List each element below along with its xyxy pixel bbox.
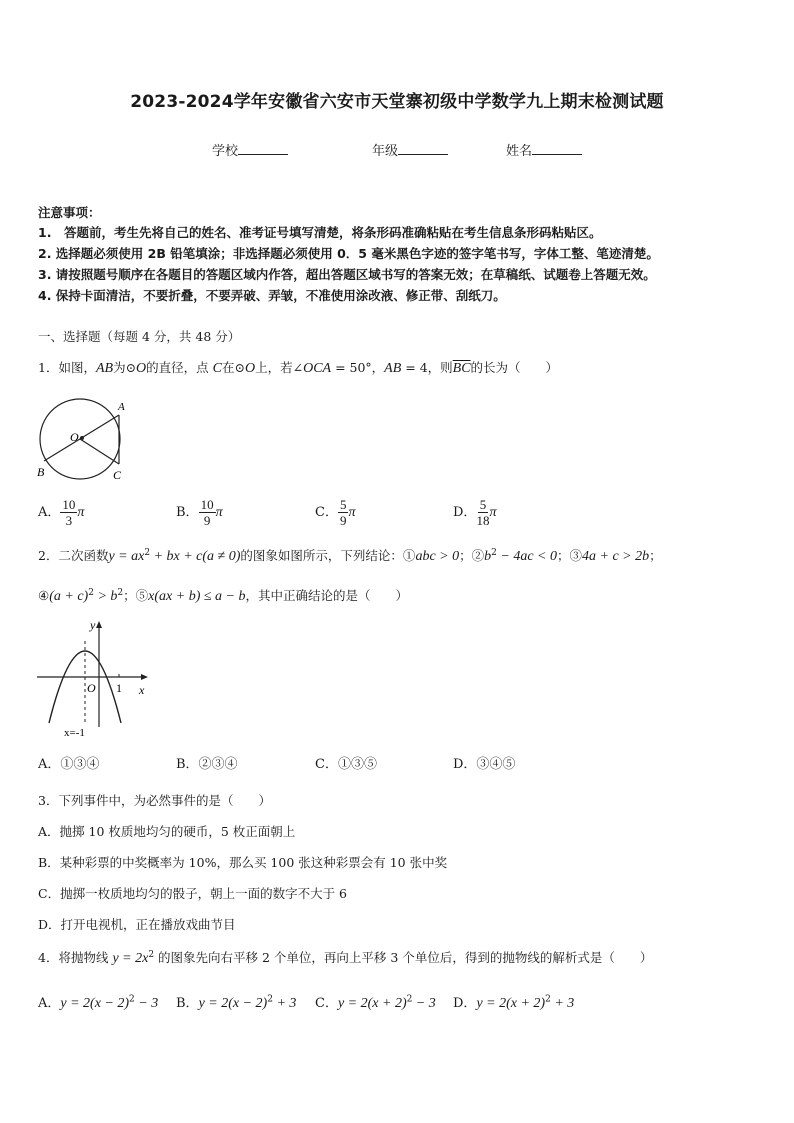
q3-option-b[interactable]: B．某种彩票的中奖概率为 10%，那么买 100 张这种彩票会有 10 张中奖 [38, 855, 448, 870]
q2-marker: ⑤ [135, 588, 149, 603]
q3-option-d[interactable]: D．打开电视机，正在播放戏曲节目 [38, 917, 236, 932]
pi-symbol: π [215, 505, 223, 520]
q2-math: (a ≠ 0) [202, 549, 241, 564]
q2-math: x(ax + b) ≤ a − b [148, 589, 246, 604]
option-letter: D． [453, 505, 477, 520]
fraction [199, 497, 216, 528]
notice-item: 4. 保持卡面清洁，不要折叠，不要弄破、弄皱，不准使用涂改液、修正带、刮纸刀。 [38, 288, 506, 303]
pi-symbol: π [77, 505, 85, 520]
superscript: 2 [88, 587, 94, 598]
denominator: 18 [476, 513, 490, 528]
q2-option-c[interactable]: C．①③⑤ [315, 757, 377, 772]
q2-math: 4a + c > 2b [582, 549, 650, 564]
numerator: 5 [339, 497, 347, 512]
school-label: 学校 [212, 144, 239, 159]
question-4-stem [38, 948, 652, 967]
fraction [60, 497, 77, 528]
option-formula: − 3 [412, 996, 436, 1011]
question-2-stem-line1 [38, 546, 662, 565]
superscript: 2 [406, 994, 413, 1005]
q4-option-c[interactable] [315, 992, 436, 1012]
q2-marker: ③ [569, 548, 583, 563]
q2-text: ； [459, 548, 472, 563]
option-formula: + 3 [272, 996, 297, 1011]
notice-item: 2. 选择题必须使用 2B 铅笔填涂；非选择题必须使用 0．5 毫米黑色字迹的签字笔书写，字体工整、笔迹清楚。 [38, 246, 659, 261]
pi-symbol: π [348, 505, 356, 520]
center-point [80, 436, 84, 440]
denominator: 9 [203, 513, 211, 528]
q2-option-b[interactable]: B．②③④ [176, 757, 238, 772]
option-letter: C． [315, 996, 338, 1011]
section-heading: 一、选择题（每题 4 分，共 48 分） [38, 329, 241, 344]
label-b: B [37, 465, 45, 479]
name-field [506, 140, 582, 159]
q2-parabola-figure [35, 615, 155, 740]
option-letter: A． [38, 505, 61, 520]
q2-marker: ② [471, 548, 485, 563]
label-origin: O [87, 681, 96, 695]
label-one: 1 [116, 681, 122, 695]
option-letter: C． [315, 505, 338, 520]
x-axis-arrow [141, 674, 148, 680]
q1-circle-figure [30, 393, 130, 488]
name-label: 姓名 [506, 144, 533, 159]
label-a: A [118, 401, 125, 413]
name-blank [532, 142, 582, 155]
q1-text: 的长为（ ） [470, 360, 559, 375]
q1-text: 在⊙ [222, 360, 245, 375]
grade-label: 年级 [372, 144, 399, 159]
option-formula: y = 2(x − 2) [198, 996, 268, 1011]
option-letter: B． [176, 505, 199, 520]
q2-math: b [484, 549, 492, 564]
label-y: y [90, 618, 96, 632]
superscript: 2 [148, 949, 155, 960]
q3-option-a[interactable]: A．抛掷 10 枚质地均匀的硬币，5 枚正面朝上 [38, 824, 296, 839]
q2-text: ，其中正确结论的是（ ） [245, 588, 409, 603]
q4-option-d[interactable] [453, 992, 574, 1012]
q1-option-b[interactable] [176, 497, 223, 528]
option-letter: A． [38, 996, 61, 1011]
label-symmetry-axis: x=-1 [64, 727, 85, 739]
q1-option-d[interactable] [453, 497, 496, 528]
school-field [212, 140, 288, 159]
question-3-stem: 3．下列事件中，为必然事件的是（ ） [38, 793, 271, 808]
superscript: 2 [144, 547, 151, 558]
q1-option-c[interactable] [315, 497, 355, 528]
q2-marker: ④ [38, 588, 50, 603]
superscript: 2 [117, 587, 124, 598]
superscript: 2 [267, 994, 273, 1005]
q2-option-d[interactable]: D．③④⑤ [453, 757, 516, 772]
q4-option-b[interactable] [176, 992, 296, 1012]
q2-math: y = ax [108, 549, 145, 564]
q1-arc-bc: $\overline{BC}$ [452, 361, 471, 376]
notice-heading: 注意事项： [38, 205, 101, 220]
q2-math: > b [93, 589, 118, 604]
question-2-stem-line2 [38, 586, 408, 605]
q4-math: y = 2x [112, 951, 149, 966]
radius-oc [80, 439, 119, 464]
superscript: 2 [129, 994, 135, 1005]
label-c: C [113, 468, 122, 482]
q2-math: abc > 0 [415, 549, 460, 564]
q1-text: 上，若∠ [255, 360, 304, 375]
numerator: 10 [62, 497, 76, 512]
superscript: 2 [491, 547, 497, 558]
q2-marker: ① [402, 548, 416, 563]
q1-text: = 4，则 [401, 360, 453, 375]
label-x: x [139, 683, 145, 697]
q4-text: 4．将抛物线 [38, 950, 109, 965]
y-axis-arrow [96, 621, 102, 628]
q2-text: 2．二次函数 [38, 548, 109, 563]
q1-math: O [136, 361, 147, 376]
q1-math: AB [95, 361, 114, 376]
q2-text: ； [556, 548, 570, 563]
q1-option-a[interactable] [38, 497, 84, 528]
q1-math: OCA [303, 361, 332, 376]
q1-text: 的直径，点 [146, 360, 213, 375]
q1-math: C [212, 361, 222, 376]
page-title: 2023-2024学年安徽省六安市天堂寨初级中学数学九上期末检测试题 [130, 92, 664, 112]
numerator: 10 [200, 497, 214, 512]
grade-field [372, 140, 448, 159]
q2-math: − 4ac < 0 [496, 549, 557, 564]
option-letter: D． [453, 996, 477, 1011]
q2-math: + bx + c [150, 549, 203, 564]
q1-text: = 50°， [331, 360, 385, 375]
q4-option-a[interactable] [38, 992, 158, 1012]
fraction [476, 497, 489, 528]
notice-item: 3. 请按照题号顺序在各题目的答题区域内作答，超出答题区域书写的答案无效；在草稿纸、试题卷上答题无效。 [38, 267, 656, 282]
option-formula: + 3 [550, 996, 575, 1011]
option-formula: y = 2(x − 2) [60, 996, 130, 1011]
grade-blank [398, 142, 448, 155]
q2-math: (a + c) [49, 589, 89, 604]
q2-text: 的图象如图所示，下列结论： [240, 548, 403, 563]
q1-math: AB [384, 361, 402, 376]
notice-item: 1. 答题前，考生先将自己的姓名、准考证号填写清楚，将条形码准确粘贴在考生信息条形码粘贴区。 [38, 225, 602, 240]
q1-math: O [244, 361, 256, 376]
question-1-stem [38, 358, 558, 377]
label-o: O [70, 430, 79, 444]
option-formula: y = 2(x + 2) [476, 996, 546, 1011]
pi-symbol: π [489, 505, 497, 520]
q3-option-c[interactable]: C．抛掷一枚质地均匀的骰子，朝上一面的数字不大于 6 [38, 886, 347, 901]
q1-text: 为⊙ [113, 360, 137, 375]
q4-text: 的图象先向右平移 2 个单位，再向上平移 3 个单位后，得到的抛物线的解析式是（ ） [158, 950, 653, 965]
fraction [338, 497, 349, 528]
q1-text: 1．如图， [38, 360, 96, 375]
q2-text: ； [123, 588, 136, 603]
option-formula: − 3 [134, 996, 159, 1011]
q2-text: ； [649, 548, 662, 563]
school-blank [238, 142, 288, 155]
numerator: 5 [479, 497, 487, 512]
superscript: 2 [545, 994, 551, 1005]
denominator: 9 [339, 513, 347, 528]
q2-option-a[interactable]: A．①③④ [38, 757, 100, 772]
denominator: 3 [65, 513, 73, 528]
option-letter: B． [176, 996, 199, 1011]
option-formula: y = 2(x + 2) [337, 996, 407, 1011]
